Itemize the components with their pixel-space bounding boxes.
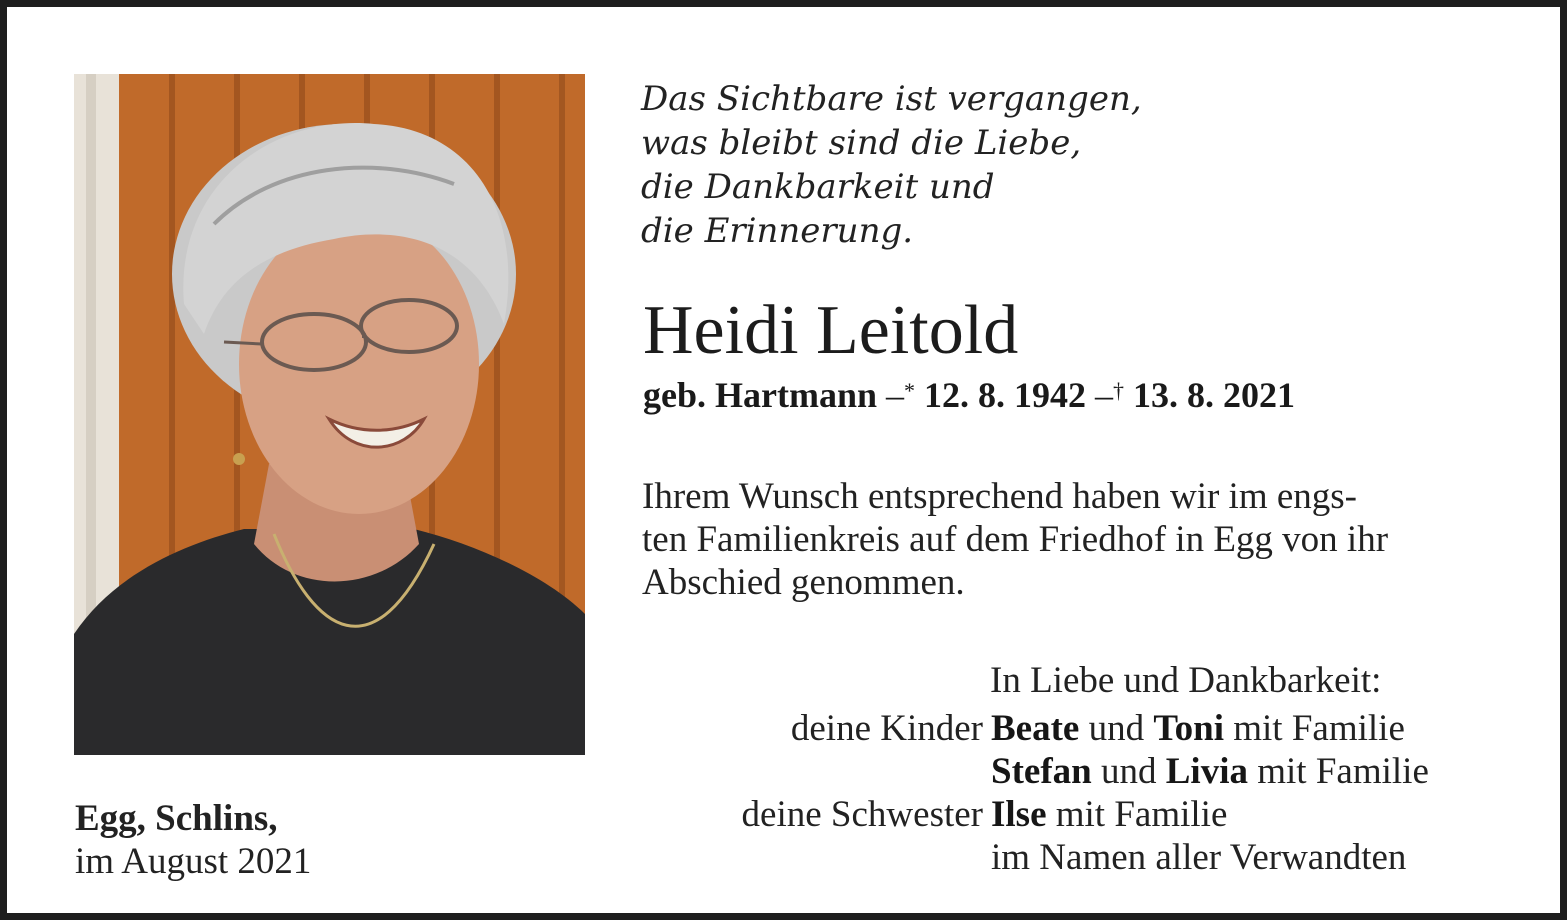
relatives-row [607,750,1507,793]
farewell-message [642,475,1502,604]
relatives-row [607,836,1507,879]
portrait-photo [74,74,585,755]
relation-label: deine Kinder [790,708,983,749]
dash: – [1095,375,1113,415]
message-line: Ihrem Wunsch entsprechend haben wir im engs- [642,476,1357,517]
relative-name: Stefan [991,751,1092,792]
relative-name: Ilse [991,794,1047,835]
relative-names [991,793,1227,836]
closing-phrase: In Liebe und Dankbarkeit: [990,660,1382,701]
birth-death-line [643,373,1295,417]
relatives-row [607,707,1507,750]
place-name: Egg, Schlins, [75,798,278,839]
message-line: Abschied genommen. [642,562,965,603]
quote-line: was bleibt sind die Liebe, [641,123,1082,163]
death-cross-icon: † [1113,378,1124,403]
memorial-quote [641,77,1142,253]
relatives-list [607,707,1507,879]
place-and-date [75,797,311,883]
birth-date: 12. 8. 1942 [924,375,1086,415]
dash: – [886,375,904,415]
deceased-name: Heidi Leitold [643,292,1019,369]
relatives-row [607,793,1507,836]
family-suffix: mit Familie [1257,751,1429,792]
quote-line: die Erinnerung. [641,211,914,251]
conjunction: und [1100,751,1157,792]
family-suffix: mit Familie [1233,708,1405,749]
relation-label: deine Schwester [741,794,983,835]
relation-label [607,750,991,793]
death-date: 13. 8. 2021 [1133,375,1295,415]
portrait-illustration [74,74,585,755]
message-line: ten Familienkreis auf dem Friedhof in Egg von ihr [642,519,1389,560]
relatives-footer: im Namen aller Verwandten [991,837,1407,878]
notice-date: im August 2021 [75,841,312,882]
relative-name: Beate [991,708,1080,749]
conjunction: und [1088,708,1145,749]
birth-star-icon: * [904,378,915,403]
relative-names [991,707,1405,750]
birth-name: geb. Hartmann [643,375,877,415]
relative-names [991,750,1429,793]
quote-line: Das Sichtbare ist vergangen, [641,79,1142,119]
relative-name: Toni [1153,708,1224,749]
quote-line: die Dankbarkeit und [641,167,995,207]
family-suffix: mit Familie [1055,794,1228,835]
relative-name: Livia [1165,751,1248,792]
relation-label [607,836,991,879]
